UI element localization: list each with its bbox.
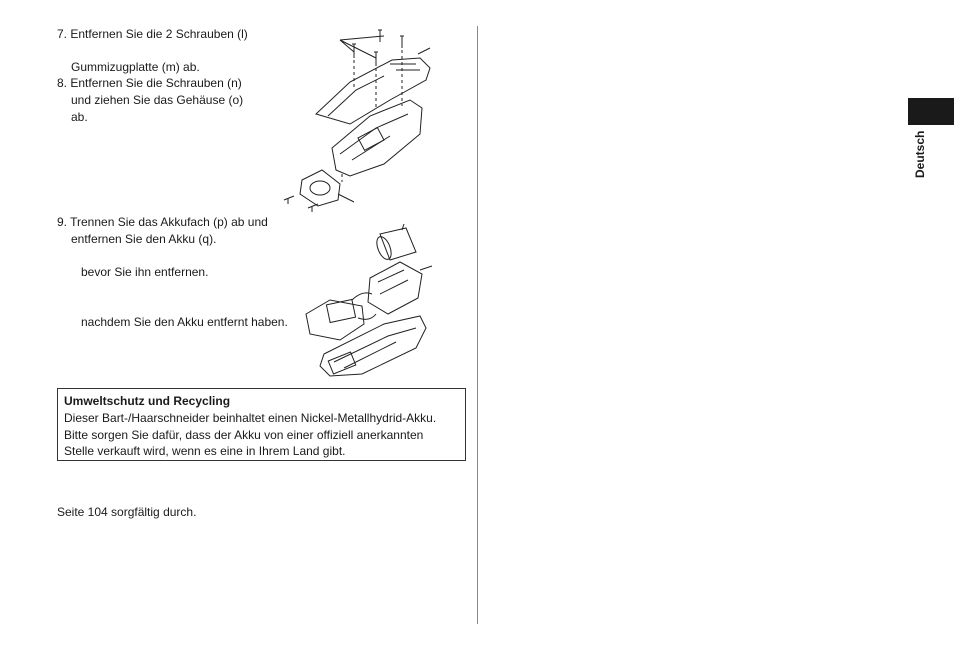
step-7-continuation: Gummizugplatte (m) ab.	[71, 60, 200, 74]
recycling-box-line-1: Dieser Bart-/Haarschneider beinhaltet einen Nickel-Metallhydrid-Akku.	[64, 411, 437, 425]
step-9-note-2: nachdem Sie den Akku entfernt haben.	[81, 315, 288, 329]
recycling-box-title: Umweltschutz und Recycling	[64, 394, 231, 408]
recycling-box-line-3: Stelle verkauft wird, wenn es eine in Ihrem Land gibt.	[64, 444, 346, 458]
step-9-line-2: entfernen Sie den Akku (q).	[71, 232, 217, 246]
language-tab-marker	[908, 98, 954, 125]
footer-text: Seite 104 sorgfältig durch.	[57, 505, 197, 519]
step-8-line-2: und ziehen Sie das Gehäuse (o)	[71, 93, 244, 107]
step-9-line-1: 9. Trennen Sie das Akkufach (p) ab und	[57, 215, 268, 229]
battery-removal-illustration	[300, 222, 440, 382]
step-8-line-3: ab.	[71, 110, 88, 124]
step-9-note-1: bevor Sie ihn entfernen.	[81, 265, 209, 279]
recycling-box-line-2: Bitte sorgen Sie dafür, dass der Akku von einer offiziell anerkannten	[64, 428, 424, 442]
trimmer-disassembly-illustration	[280, 24, 440, 214]
step-7-text: 7. Entfernen Sie die 2 Schrauben (l)	[57, 27, 248, 41]
column-divider	[477, 26, 478, 624]
language-side-label: Deutsch	[913, 130, 927, 178]
step-8-line-1: 8. Entfernen Sie die Schrauben (n)	[57, 76, 242, 90]
recycling-info-box	[57, 388, 466, 461]
